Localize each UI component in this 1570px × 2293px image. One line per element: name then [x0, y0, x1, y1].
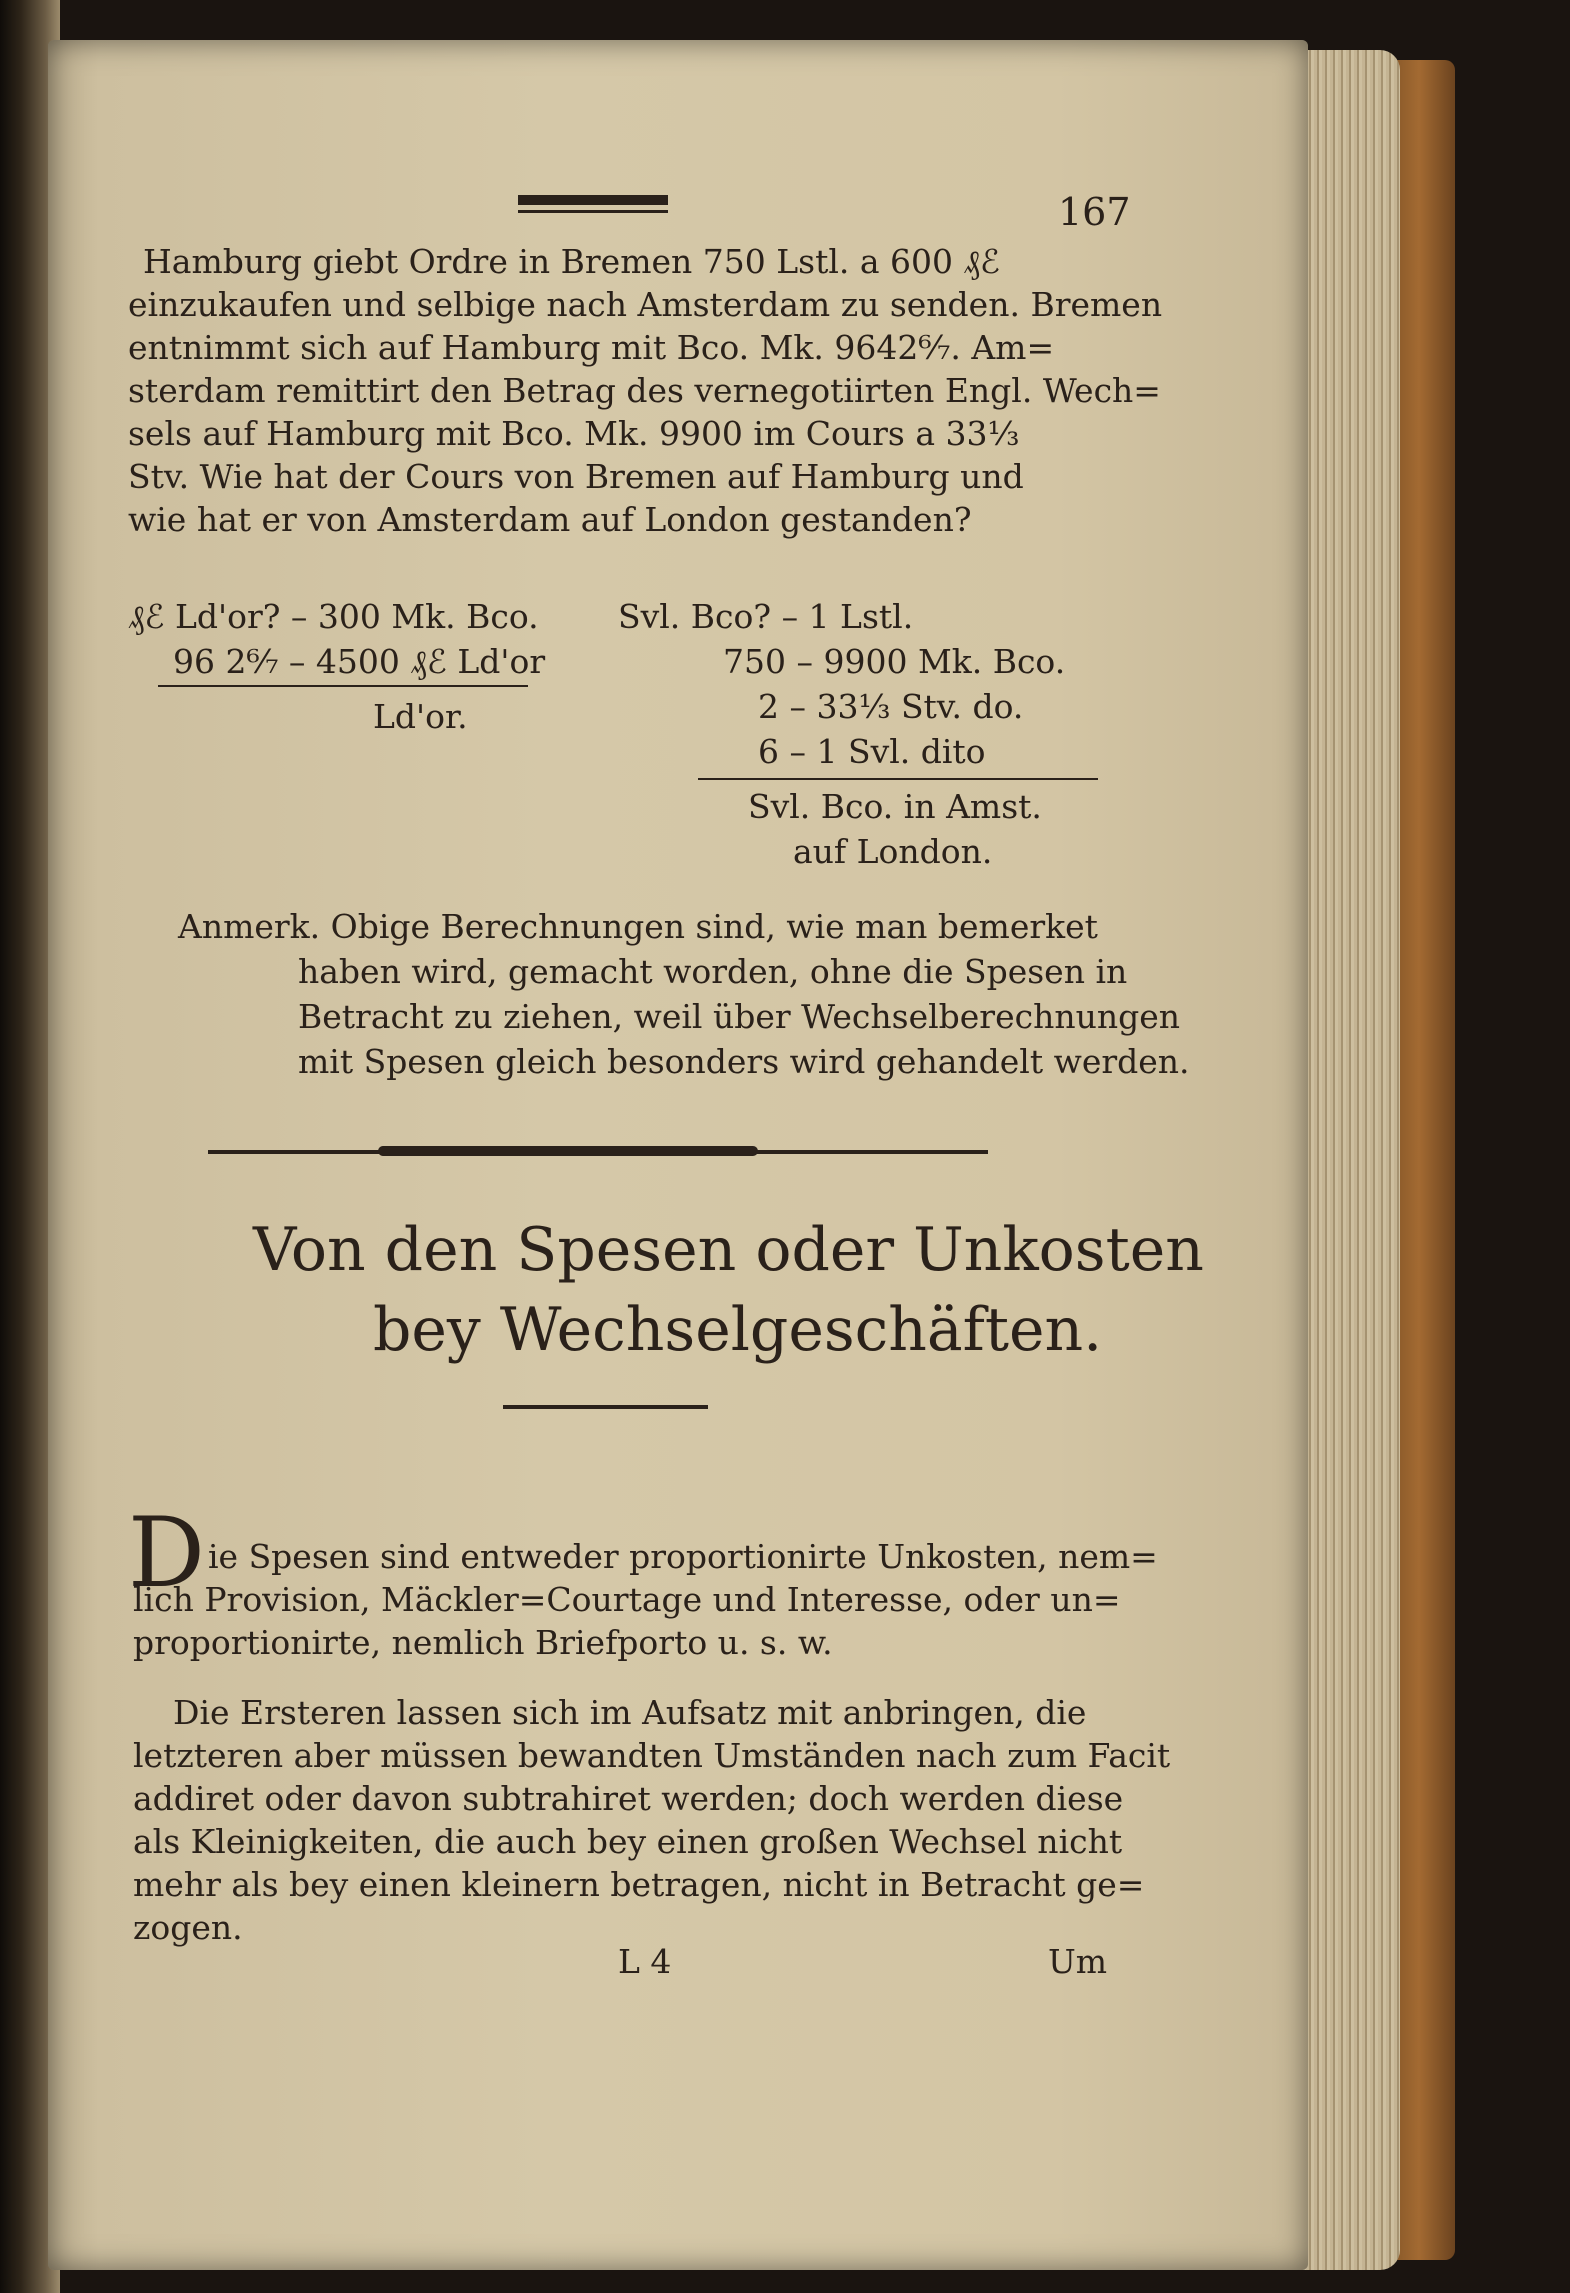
paragraph-line: proportionirte, nemlich Briefporto u. s. w. [133, 1623, 833, 1662]
page-number: 167 [1058, 190, 1131, 234]
paragraph-line: ie Spesen sind entweder proportionirte Unkosten, nem= [208, 1537, 1158, 1576]
calc-right-row: 750 – 9900 Mk. Bco. [723, 642, 1066, 681]
book-page [48, 40, 1308, 2270]
paragraph-line: zogen. [133, 1908, 243, 1947]
note-line: Anmerk. Obige Berechnungen sind, wie man bemerket [178, 907, 1098, 946]
calc-right-result: auf London. [793, 832, 993, 871]
note-line: haben wird, gemacht worden, ohne die Spesen in [298, 952, 1128, 991]
paragraph-line: letzteren aber müssen bewandten Umständen nach zum Facit [133, 1736, 1171, 1775]
drop-cap: D [128, 1497, 205, 1609]
book-binding [1395, 60, 1455, 2260]
calc-right-row: Svl. Bco? – 1 Lstl. [618, 597, 914, 636]
calc-left-result: Ld'or. [373, 697, 468, 736]
title-underline [503, 1405, 708, 1409]
intro-line: sels auf Hamburg mit Bco. Mk. 9900 im Cours a 33⅓ [128, 414, 1020, 453]
signature-mark: L 4 [618, 1942, 672, 1981]
calc-left-rule [158, 685, 528, 687]
intro-line: einzukaufen und selbige nach Amsterdam zu senden. Bremen [128, 285, 1163, 324]
calc-left-row: 96 2⁶⁄₇ – 4500 ₰ℰ Ld'or [173, 642, 546, 681]
section-title: bey Wechselgeschäften. [373, 1295, 1103, 1365]
calc-right-result: Svl. Bco. in Amst. [748, 787, 1042, 826]
intro-line: sterdam remittirt den Betrag des vernegotiirten Engl. Wech= [128, 371, 1161, 410]
paragraph-line: addiret oder davon subtrahiret werden; doch werden diese [133, 1779, 1124, 1818]
header-ornament-thin [518, 210, 668, 213]
header-ornament [518, 195, 668, 205]
section-title: Von den Spesen oder Unkosten [253, 1215, 1204, 1285]
intro-line: wie hat er von Amsterdam auf London gestanden? [128, 500, 972, 539]
calc-right-rule [698, 778, 1098, 780]
paragraph-line: als Kleinigkeiten, die auch bey einen großen Wechsel nicht [133, 1822, 1123, 1861]
paragraph-line: mehr als bey einen kleinern betragen, nicht in Betracht ge= [133, 1865, 1145, 1904]
intro-line: entnimmt sich auf Hamburg mit Bco. Mk. 9642⁶⁄₇. Am= [128, 328, 1055, 367]
calc-right-row: 6 – 1 Svl. dito [758, 732, 986, 771]
section-separator-thick [378, 1146, 758, 1156]
intro-line: Hamburg giebt Ordre in Bremen 750 Lstl. a 600 ₰ℰ [143, 242, 1001, 281]
intro-line: Stv. Wie hat der Cours von Bremen auf Hamburg und [128, 457, 1024, 496]
calc-right-row: 2 – 33⅓ Stv. do. [758, 687, 1024, 726]
paragraph-line: Die Ersteren lassen sich im Aufsatz mit anbringen, die [173, 1693, 1087, 1732]
catchword: Um [1048, 1942, 1108, 1981]
paragraph-line: lich Provision, Mäckler=Courtage und Interesse, oder un= [133, 1580, 1121, 1619]
note-line: Betracht zu ziehen, weil über Wechselberechnungen [298, 997, 1181, 1036]
calc-left-row: ₰ℰ Ld'or? – 300 Mk. Bco. [128, 597, 539, 636]
note-line: mit Spesen gleich besonders wird gehandelt werden. [298, 1042, 1190, 1081]
